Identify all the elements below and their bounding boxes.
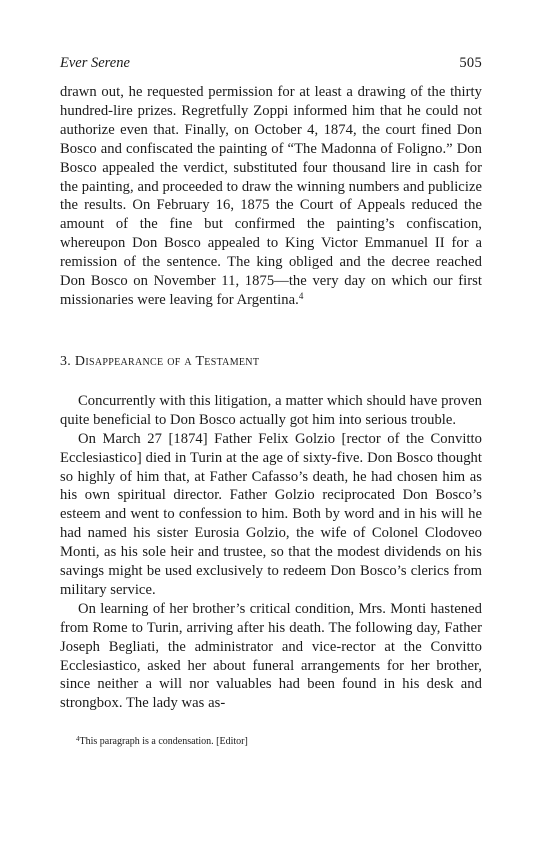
footnote-marker: 4 [76, 735, 80, 744]
running-head [60, 55, 482, 77]
footnote-text: This paragraph is a condensation. [Editor] [79, 736, 248, 748]
section-heading [60, 354, 482, 370]
paragraph-text: drawn out, he requested permission for at least a drawing of the thirty hundred-lire prizes. Regretfully Zoppi informed him that he could not authorize even that. Finally, on October 4, 1874, the court fined Don Bosco and confiscated the painting of “The Madonna of Foligno.” Don Bosco appealed the verdict, substituted four thousand lire in cash for the painting, and proceeded to draw the winning numbers and publicize the results. On February 16, 1875 the Court of Appeals reduced the amount of the fine but confirmed the painting’s confiscation, whereupon Don Bosco appealed to King Victor Emmanuel II for a remission of the sentence. The king obliged and the decree reached Don Bosco on November 11, 1875—the very day on which our first missionaries were leaving for Argentina. [60, 84, 482, 308]
running-head-title: Ever Serene [60, 55, 130, 71]
footnote [60, 735, 482, 748]
section-title: Disappearance of a Testament [74, 353, 260, 369]
paragraph: On learning of her brother’s critical condition, Mrs. Monti hastened from Rome to Turin, arriving after his death. The following day, Father Joseph Begliati, the administrator and vice-rector at the Convitto Ecclesiastico, asked her about funeral arrangements for her brother, since neither a will nor valuables had been found in his desk and strongbox. The lady was as- [60, 600, 482, 712]
page-number: 505 [459, 55, 482, 71]
paragraph: On March 27 [1874] Father Felix Golzio [rector of the Convitto Ecclesiastico] died in Turin at the age of sixty-five. Don Bosco thought so highly of him that, at Father Cafasso’s death, he had chosen him as his own spiritual director. Father Golzio reciprocated Don Bosco’s esteem and went to confession to him. Both by word and in his will he had named his sister Eurosia Golzio, the wife of Colonel Clodoveo Monti, as his sole heir and trustee, so that the modest dividends on his savings might be used exclusively to redeem Don Bosco’s clerics from military service. [60, 430, 482, 598]
book-page [60, 55, 482, 748]
footnote-reference: 4 [298, 290, 304, 301]
paragraph: Concurrently with this litigation, a matter which should have proven quite beneficial to Don Bosco actually got him into serious trouble. [60, 392, 482, 428]
paragraph-continued [60, 83, 482, 310]
section-number: 3. [60, 353, 72, 369]
